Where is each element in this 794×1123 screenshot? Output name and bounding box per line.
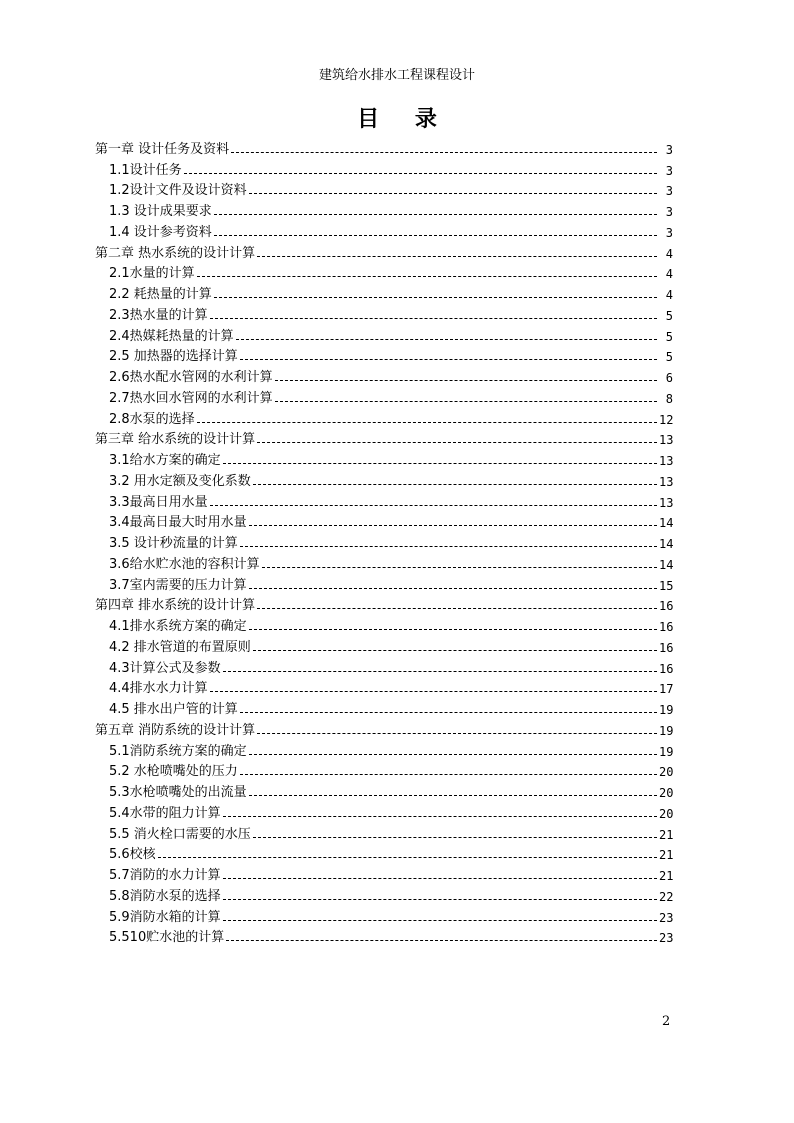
toc-section-entry[interactable] — [95, 513, 673, 534]
toc-section-entry[interactable] — [95, 741, 673, 762]
toc-leader-dots — [210, 691, 657, 692]
toc-entry-page: 21 — [659, 869, 673, 883]
toc-entry-label: 4.1排水系统方案的确定 — [109, 619, 247, 634]
toc-entry-label: 5.7消防的水力计算 — [109, 868, 221, 883]
toc-entry-page: 4 — [665, 267, 673, 282]
toc-entry-label: 第三章 给水系统的设计计算 — [95, 432, 256, 448]
toc-entry-page: 3 — [665, 205, 673, 219]
toc-entry-page: 22 — [659, 889, 673, 904]
toc-leader-dots — [240, 712, 657, 713]
toc-entry-label: 2.5 加热器的选择计算 — [109, 349, 238, 365]
toc-leader-dots — [257, 733, 657, 734]
toc-leader-dots — [249, 193, 657, 194]
toc-section-entry[interactable] — [95, 679, 673, 700]
toc-entry-page: 16 — [659, 620, 673, 634]
toc-section-entry[interactable] — [95, 471, 673, 492]
toc-section-entry[interactable] — [95, 367, 673, 388]
toc-section-entry[interactable] — [95, 865, 673, 886]
toc-entry-label: 5.1消防系统方案的确定 — [109, 743, 247, 759]
toc-entry-page: 23 — [659, 910, 673, 925]
toc-entry-label: 第四章 排水系统的设计计算 — [95, 598, 256, 614]
toc-leader-dots — [223, 671, 657, 672]
toc-entry-page: 15 — [659, 578, 673, 593]
toc-leader-dots — [257, 256, 657, 257]
toc-leader-dots — [223, 878, 657, 879]
toc-section-entry[interactable] — [95, 326, 673, 347]
toc-leader-dots — [214, 297, 657, 298]
toc-section-entry[interactable] — [95, 637, 673, 658]
toc-entry-label: 2.2 耗热量的计算 — [109, 287, 212, 302]
toc-entry-page: 3 — [665, 142, 673, 157]
toc-entry-label: 2.1水量的计算 — [109, 266, 195, 282]
toc-section-entry[interactable] — [95, 533, 673, 554]
toc-section-entry[interactable] — [95, 160, 673, 181]
toc-entry-page: 16 — [659, 599, 673, 614]
toc-section-entry[interactable] — [95, 388, 673, 409]
toc-leader-dots — [197, 422, 657, 423]
toc-entry-label: 1.1设计任务 — [109, 162, 182, 178]
toc-section-entry[interactable] — [95, 347, 673, 368]
toc-entry-page: 3 — [665, 225, 673, 240]
toc-leader-dots — [249, 795, 657, 796]
toc-section-entry[interactable] — [95, 762, 673, 783]
toc-leader-dots — [249, 525, 657, 526]
table-of-contents — [95, 139, 673, 948]
toc-entry-label: 1.4 设计参考资料 — [109, 224, 212, 240]
toc-entry-page: 20 — [659, 786, 673, 800]
toc-entry-label: 5.2 水枪喷嘴处的压力 — [109, 764, 238, 780]
toc-entry-page: 19 — [659, 703, 673, 717]
toc-section-entry[interactable] — [95, 575, 673, 596]
toc-chapter-entry[interactable] — [95, 720, 673, 741]
toc-entry-page: 6 — [665, 371, 673, 385]
toc-section-entry[interactable] — [95, 658, 673, 679]
toc-entry-label: 4.4排水水力计算 — [109, 681, 208, 697]
toc-entry-page: 23 — [659, 931, 673, 946]
toc-leader-dots — [240, 359, 657, 360]
toc-entry-label: 1.3 设计成果要求 — [109, 204, 212, 219]
toc-leader-dots — [275, 401, 657, 402]
toc-chapter-entry[interactable] — [95, 139, 673, 160]
toc-entry-page: 5 — [665, 308, 673, 323]
toc-section-entry[interactable] — [95, 824, 673, 845]
toc-entry-label: 5.3水枪喷嘴处的出流量 — [109, 785, 247, 800]
toc-entry-label: 3.4最高日最大时用水量 — [109, 515, 247, 531]
toc-section-entry[interactable] — [95, 803, 673, 824]
toc-entry-page: 16 — [659, 661, 673, 676]
toc-leader-dots — [262, 567, 657, 568]
toc-leader-dots — [231, 152, 657, 153]
toc-entry-label: 1.2设计文件及设计资料 — [109, 183, 247, 199]
toc-section-entry[interactable] — [95, 222, 673, 243]
toc-leader-dots — [223, 463, 657, 464]
toc-leader-dots — [223, 899, 657, 900]
toc-section-entry[interactable] — [95, 409, 673, 430]
toc-entry-label: 2.7热水回水管网的水利计算 — [109, 390, 273, 406]
toc-leader-dots — [223, 920, 657, 921]
toc-entry-label: 5.5 消火栓口需要的水压 — [109, 826, 251, 842]
toc-leader-dots — [223, 816, 657, 817]
toc-entry-label: 第一章 设计任务及资料 — [95, 141, 230, 157]
toc-leader-dots — [210, 505, 657, 506]
toc-entry-page: 4 — [665, 288, 673, 302]
toc-entry-label: 4.3计算公式及参数 — [109, 660, 221, 676]
toc-entry-label: 5.510贮水池的计算 — [109, 930, 225, 946]
toc-entry-label: 2.3热水量的计算 — [109, 307, 208, 323]
toc-leader-dots — [214, 235, 657, 236]
toc-entry-label: 3.1给水方案的确定 — [109, 453, 221, 468]
toc-section-entry[interactable] — [95, 616, 673, 637]
toc-leader-dots — [249, 588, 657, 589]
toc-section-entry[interactable] — [95, 886, 673, 907]
toc-section-entry[interactable] — [95, 554, 673, 575]
toc-leader-dots — [158, 857, 657, 858]
toc-entry-label: 3.2 用水定额及变化系数 — [109, 473, 251, 489]
toc-chapter-entry[interactable] — [95, 596, 673, 617]
toc-entry-page: 21 — [659, 827, 673, 842]
toc-section-entry[interactable] — [95, 181, 673, 202]
toc-entry-page: 19 — [659, 744, 673, 759]
toc-section-entry[interactable] — [95, 264, 673, 285]
toc-entry-page: 5 — [665, 350, 673, 365]
toc-entry-page: 14 — [659, 516, 673, 531]
toc-section-entry[interactable] — [95, 450, 673, 471]
toc-entry-page: 5 — [665, 329, 673, 344]
toc-entry-label: 第五章 消防系统的设计计算 — [95, 722, 256, 738]
toc-entry-label: 3.6给水贮水池的容积计算 — [109, 556, 260, 572]
toc-section-entry[interactable] — [95, 305, 673, 326]
toc-chapter-entry[interactable] — [95, 430, 673, 451]
toc-entry-page: 13 — [659, 474, 673, 489]
toc-entry-label: 4.2 排水管道的布置原则 — [109, 639, 251, 655]
toc-leader-dots — [257, 442, 657, 443]
toc-entry-page: 17 — [659, 682, 673, 697]
toc-entry-page: 13 — [659, 433, 673, 448]
toc-entry-page: 13 — [659, 495, 673, 510]
toc-entry-page: 4 — [665, 246, 673, 261]
toc-chapter-entry[interactable] — [95, 243, 673, 264]
page-number: 2 — [662, 1014, 671, 1029]
toc-entry-page: 21 — [659, 848, 673, 863]
toc-entry-page: 20 — [659, 765, 673, 780]
toc-section-entry[interactable] — [95, 284, 673, 305]
toc-leader-dots — [275, 380, 657, 381]
toc-entry-page: 13 — [659, 454, 673, 468]
toc-entry-label: 5.6校核 — [109, 847, 156, 863]
toc-section-entry[interactable] — [95, 907, 673, 928]
toc-entry-label: 3.5 设计秒流量的计算 — [109, 536, 238, 551]
toc-leader-dots — [253, 650, 657, 651]
toc-leader-dots — [184, 173, 657, 174]
toc-section-entry[interactable] — [95, 782, 673, 803]
toc-entry-label: 5.9消防水箱的计算 — [109, 909, 221, 925]
toc-section-entry[interactable] — [95, 201, 673, 222]
toc-section-entry[interactable] — [95, 928, 673, 949]
toc-entry-page: 14 — [659, 537, 673, 551]
toc-entry-label: 3.7室内需要的压力计算 — [109, 577, 247, 593]
running-header: 建筑给水排水工程课程设计 — [318, 68, 475, 83]
toc-leader-dots — [249, 754, 657, 755]
toc-leader-dots — [240, 546, 657, 547]
toc-leader-dots — [226, 940, 657, 941]
toc-entry-label: 2.8水泵的选择 — [109, 411, 195, 427]
toc-entry-page: 3 — [665, 184, 673, 199]
toc-entry-label: 2.6热水配水管网的水利计算 — [109, 370, 273, 385]
toc-leader-dots — [257, 608, 657, 609]
toc-leader-dots — [253, 837, 657, 838]
toc-entry-page: 3 — [665, 163, 673, 178]
toc-entry-page: 8 — [665, 391, 673, 406]
toc-section-entry[interactable] — [95, 699, 673, 720]
toc-entry-label: 5.8消防水泵的选择 — [109, 888, 221, 904]
toc-entry-page: 12 — [659, 412, 673, 427]
toc-entry-label: 2.4热媒耗热量的计算 — [109, 328, 234, 344]
toc-entry-page: 19 — [659, 723, 673, 738]
toc-leader-dots — [236, 339, 657, 340]
toc-leader-dots — [253, 484, 657, 485]
toc-section-entry[interactable] — [95, 845, 673, 866]
toc-entry-page: 20 — [659, 806, 673, 821]
toc-leader-dots — [210, 318, 657, 319]
toc-entry-page: 14 — [659, 557, 673, 572]
page-title: 目 录 — [357, 106, 451, 132]
toc-entry-label: 3.3最高日用水量 — [109, 494, 208, 510]
toc-entry-label: 4.5 排水出户管的计算 — [109, 702, 238, 717]
toc-leader-dots — [214, 214, 657, 215]
toc-leader-dots — [240, 774, 657, 775]
toc-entry-label: 第二章 热水系统的设计计算 — [95, 245, 256, 261]
toc-leader-dots — [249, 629, 657, 630]
toc-leader-dots — [197, 276, 657, 277]
toc-section-entry[interactable] — [95, 492, 673, 513]
toc-entry-label: 5.4水带的阻力计算 — [109, 805, 221, 821]
toc-entry-page: 16 — [659, 640, 673, 655]
